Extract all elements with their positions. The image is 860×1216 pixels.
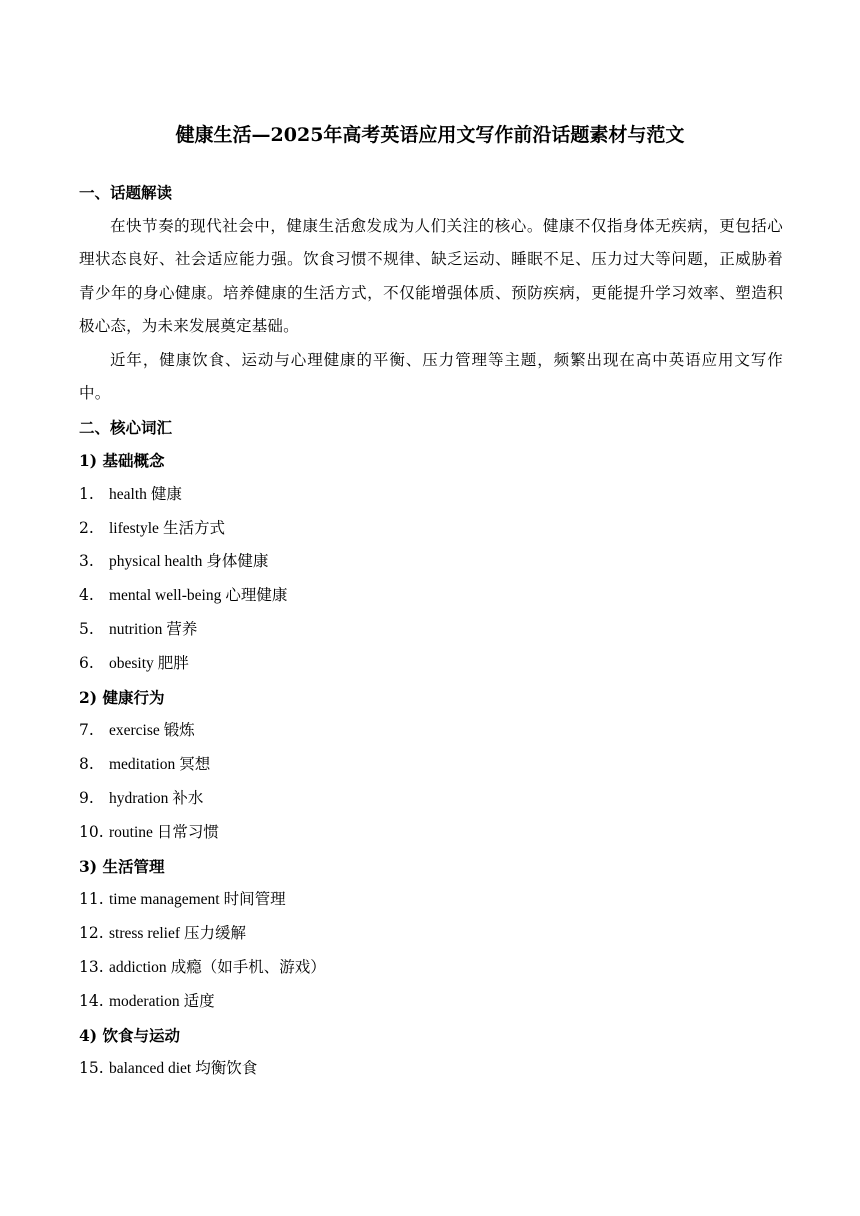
item-number: 2. (79, 518, 94, 537)
item-number: 1. (79, 484, 94, 503)
vocab-group-heading: 3) 生活管理 (79, 856, 165, 876)
item-term: routine (109, 823, 153, 841)
item-meaning: 健康 (150, 484, 182, 503)
item-meaning: 生活方式 (162, 518, 225, 537)
vocab-group (79, 444, 783, 681)
list-item (79, 816, 783, 850)
item-number: 8. (79, 755, 94, 774)
item-term: moderation (109, 992, 180, 1010)
list-item (79, 782, 783, 816)
item-number: 7. (79, 721, 94, 740)
vocab-list (79, 883, 783, 1018)
item-meaning: 适度 (183, 991, 215, 1010)
list-item (79, 748, 783, 782)
list-item (79, 579, 783, 613)
item-meaning: 肥胖 (157, 653, 189, 672)
item-term: nutrition (109, 620, 163, 638)
item-meaning: 均衡饮食 (195, 1059, 258, 1078)
item-number: 5. (79, 619, 94, 638)
vocab-group-heading: 2) 健康行为 (79, 687, 165, 707)
item-meaning: 心理健康 (225, 586, 288, 605)
document-title: 健康生活—2025年高考英语应用文写作前沿话题素材与范文 (175, 124, 685, 146)
item-term: physical health (109, 553, 203, 571)
vocab-group (79, 850, 783, 1019)
item-meaning: 锻炼 (163, 721, 195, 740)
item-meaning: 压力缓解 (184, 924, 247, 943)
item-term: exercise (109, 722, 160, 740)
item-term: addiction (109, 958, 167, 976)
vocab-group-heading: 1) 基础概念 (79, 451, 165, 470)
section-heading-vocabulary: 二、核心词汇 (79, 417, 173, 437)
item-number: 9. (79, 788, 94, 807)
item-term: stress relief (109, 925, 181, 943)
vocab-group (79, 681, 783, 850)
item-term: mental well-being (109, 587, 222, 605)
item-meaning: 成瘾（如手机、游戏） (170, 957, 326, 976)
vocab-group-heading: 4) 饮食与运动 (79, 1025, 181, 1045)
item-number: 6. (79, 653, 94, 672)
list-item (79, 917, 783, 951)
list-item (79, 951, 783, 985)
item-number: 4. (79, 586, 94, 605)
item-number: 13. (79, 957, 104, 976)
item-number: 3. (79, 552, 94, 571)
list-item (79, 545, 783, 579)
item-meaning: 冥想 (179, 755, 211, 774)
item-number: 11. (79, 890, 104, 909)
list-item (79, 1052, 783, 1086)
item-number: 12. (79, 924, 104, 943)
item-term: obesity (109, 654, 154, 672)
item-term: time management (109, 891, 220, 909)
item-meaning: 补水 (172, 788, 204, 807)
paragraph: 近年，健康饮食、运动与心理健康的平衡、压力管理等主题，频繁出现在高中英语应用文写作中。 (79, 350, 783, 402)
item-number: 10. (79, 822, 104, 841)
item-term: lifestyle (109, 519, 159, 537)
document-body (79, 176, 783, 1086)
list-item (79, 478, 783, 512)
item-term: health (109, 485, 147, 503)
item-meaning: 日常习惯 (156, 822, 219, 841)
vocab-list (79, 714, 783, 849)
list-item (79, 883, 783, 917)
paragraph: 在快节奏的现代社会中，健康生活愈发成为人们关注的核心。健康不仅指身体无疾病，更包括心理状态良好、社会适应能力强。饮食习惯不规律、缺乏运动、睡眠不足、压力过大等问题，正威胁着青少年的身心健康。培养健康的生活方式，不仅能增强体质、预防疾病，更能提升学习效率、塑造积极心态，为未来发展奠定基础。 (79, 216, 783, 335)
vocab-list (79, 478, 783, 681)
item-meaning: 营养 (166, 619, 198, 638)
item-term: balanced diet (109, 1060, 192, 1078)
vocab-group (79, 1019, 783, 1087)
list-item (79, 985, 783, 1019)
item-meaning: 时间管理 (223, 890, 286, 909)
section-heading-topic: 一、话题解读 (79, 183, 173, 202)
list-item (79, 647, 783, 681)
item-term: meditation (109, 756, 176, 774)
list-item (79, 512, 783, 546)
item-meaning: 身体健康 (206, 552, 269, 571)
list-item (79, 714, 783, 748)
list-item (79, 613, 783, 647)
item-number: 15. (79, 1059, 104, 1078)
item-term: hydration (109, 789, 169, 807)
item-number: 14. (79, 991, 104, 1010)
vocab-list (79, 1052, 783, 1086)
